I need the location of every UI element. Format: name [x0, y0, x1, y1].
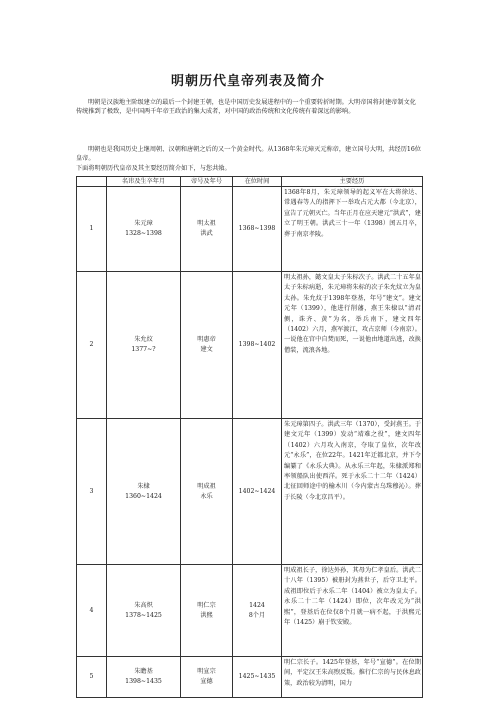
emperor-lifespan: 1328~1398 [125, 230, 162, 237]
reign-period: 1424 [249, 601, 265, 609]
intro-paragraph-2: 明朝也是我国历史上继周朝、汉朝和唐朝之后的又一个黄金时代。从1368年朱元璋灭元称帝，建立国号大明，共经历16位皇帝。 [76, 146, 421, 163]
emperor-name: 朱棣 [137, 482, 150, 490]
header-name: 名讳及生卒年月 [107, 177, 181, 187]
header-index [77, 177, 107, 187]
row-index: 1 [77, 187, 107, 272]
temple-name: 明成祖 [197, 482, 216, 490]
emperor-name: 朱元璋 [134, 220, 153, 227]
reign-period: 1425~1435 [233, 657, 282, 698]
row-name-cell [107, 657, 181, 698]
intro-paragraph-1: 明朝是汉族地主阶级建立的最后一个封建王朝，也是中国历史发展进程中的一个重要转折时期。大明帝国将封建帝制文化传统推到了极致，是中国两千年帝王政治的集大成者，对中国的政治传统和文化传统有着深远的影响。 [76, 99, 416, 116]
emperor-lifespan: 1398~1435 [125, 678, 162, 685]
row-name-cell [107, 187, 181, 272]
emperor-lifespan: 1377~? [131, 346, 156, 353]
row-title-cell [181, 565, 233, 657]
row-title-cell [181, 419, 233, 565]
row-title-cell [181, 187, 233, 272]
page-title: 明朝历代皇帝列表及简介 [170, 74, 325, 89]
emperor-lifespan: 1360~1424 [125, 492, 162, 500]
temple-name: 明惠帝 [197, 336, 216, 343]
header-title: 帝号及年号 [181, 177, 233, 187]
main-deeds: 明成祖长子，徐达外孙，其母为仁孝皇后。洪武二十八年（1395）被册封为燕世子，后守卫北平。成祖即位后于永乐二年（1404）被立为皇太子。永乐二十二年（1424）即位，次年改元为“洪熙”，登基后在位仅8个月就一病不起，于洪熙元年（1425）崩于钦安殿。 [282, 565, 423, 657]
table-header-row [77, 177, 423, 187]
intro-paragraph-3: 下面将明朝历代皇帝及其主要经历简介如下，与您共飨。 [76, 165, 231, 172]
emperor-table [76, 176, 423, 698]
reign-duration: 8个月 [248, 611, 266, 619]
emperor-name: 朱瞻基 [134, 668, 153, 675]
emperor-name: 朱允炆 [134, 336, 153, 343]
temple-name: 明仁宗 [197, 601, 216, 609]
temple-name: 明太祖 [197, 220, 216, 227]
row-title-cell [181, 657, 233, 698]
main-deeds: 明太祖孙，懿文皇太子朱标次子。洪武二十五年皇太子朱标病逝，朱元璋将朱标的次子朱允炆立为皇太孙。朱允炆于1398年登基，年号“建文”。建文元年（1399），他进行削藩，燕王朱棣以“清君侧，诛齐、黄”为名，举兵南下，建文四年（1402）六月，燕军渡江，攻占京师（今南京）。一说他在宫中自焚而死，一说他由地道出逃，改换僧装，流浪各地。 [282, 272, 423, 419]
temple-name: 明宣宗 [197, 668, 216, 675]
row-index: 5 [77, 657, 107, 698]
table-row [77, 272, 423, 419]
row-title-cell [181, 272, 233, 419]
table-row [77, 565, 423, 657]
row-name-cell [107, 419, 181, 565]
table-row [77, 419, 423, 565]
era-name: 永乐 [200, 492, 213, 500]
emperor-name: 朱高炽 [134, 601, 153, 609]
row-index: 3 [77, 419, 107, 565]
reign-period-cell [233, 565, 282, 657]
main-deeds: 明仁宗长子。1425年登基，年号“宣德”。在位期间，平定汉王朱高煦反叛。推行仁宗的与民休息政策，政治较为清明，国力 [282, 657, 423, 698]
era-name: 宣德 [200, 678, 213, 685]
reign-period: 1398~1402 [233, 272, 282, 419]
table-row [77, 657, 423, 698]
row-index: 2 [77, 272, 107, 419]
row-name-cell [107, 565, 181, 657]
era-name: 洪武 [200, 230, 213, 237]
table-row [77, 187, 423, 272]
main-deeds: 朱元璋第四子。洪武三年（1370），受封燕王。于建文元年（1399）发动“靖难之役”，建文四年（1402）六月攻入南京，夺取了皇位，次年改元“永乐”，在位22年。1421年迁都北京，并下令编纂了《永乐大典》。从永乐三年起，朱棣派郑和率领船队出使西洋。死于永乐二十二年（1424）北征回师途中的榆木川（今内蒙古乌珠穆沁）。葬于长陵（今北京昌平）。 [282, 419, 423, 565]
reign-period: 1368~1398 [233, 187, 282, 272]
row-index: 4 [77, 565, 107, 657]
era-name: 洪熙 [200, 611, 213, 619]
era-name: 建文 [200, 346, 213, 353]
main-deeds: 1368年8月，朱元璋领导的起义军在大将徐达、常遇春等人的指挥下一举攻占元大都（今北京），宣告了元朝灭亡。当年正月在应天建元“洪武”，建立了明王朝。洪武三十一年（1398）闰五月卒，葬于南京孝陵。 [282, 187, 423, 272]
header-reign: 在位时间 [233, 177, 282, 187]
header-desc: 主要经历 [282, 177, 423, 187]
reign-period: 1402~1424 [233, 419, 282, 565]
emperor-lifespan: 1378~1425 [125, 611, 162, 619]
row-name-cell [107, 272, 181, 419]
